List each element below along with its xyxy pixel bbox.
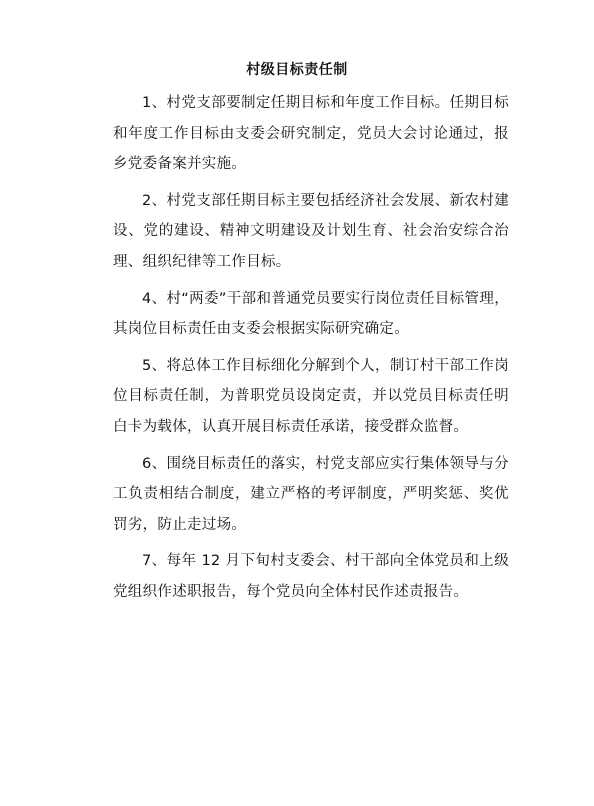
paragraph-1: 1、村党支部要制定任期目标和年度工作目标。任期目标和年度工作目标由支委会研究制定，党员大会讨论通过，报乡党委备案并实施。: [113, 95, 509, 173]
document-body: [113, 88, 509, 614]
paragraph-6: 6、围绕目标责任的落实，村党支部应实行集体领导与分工负责相结合制度，建立严格的考评制度，严明奖惩、奖优罚劣，防止走过场。: [113, 455, 509, 533]
paragraph-7: 7、每年 12 月下旬村支委会、村干部向全体党员和上级党组织作述职报告，每个党员向全体村民作述责报告。: [113, 553, 509, 600]
paragraph-2: 2、村党支部任期目标主要包括经济社会发展、新农村建设、党的建设、精神文明建设及计划生育、社会治安综合治理、组织纪律等工作目标。: [113, 192, 509, 270]
document-title: 村级目标责任制: [246, 62, 348, 78]
paragraph-5: 5、将总体工作目标细化分解到个人，制订村干部工作岗位目标责任制，为普职党员设岗定责，并以党员目标责任明白卡为载体，认真开展目标责任承诺，接受群众监督。: [113, 357, 509, 435]
paragraph-4: 4、村“两委”干部和普通党员要实行岗位责任目标管理，其岗位目标责任由支委会根据实际研究确定。: [113, 290, 509, 338]
